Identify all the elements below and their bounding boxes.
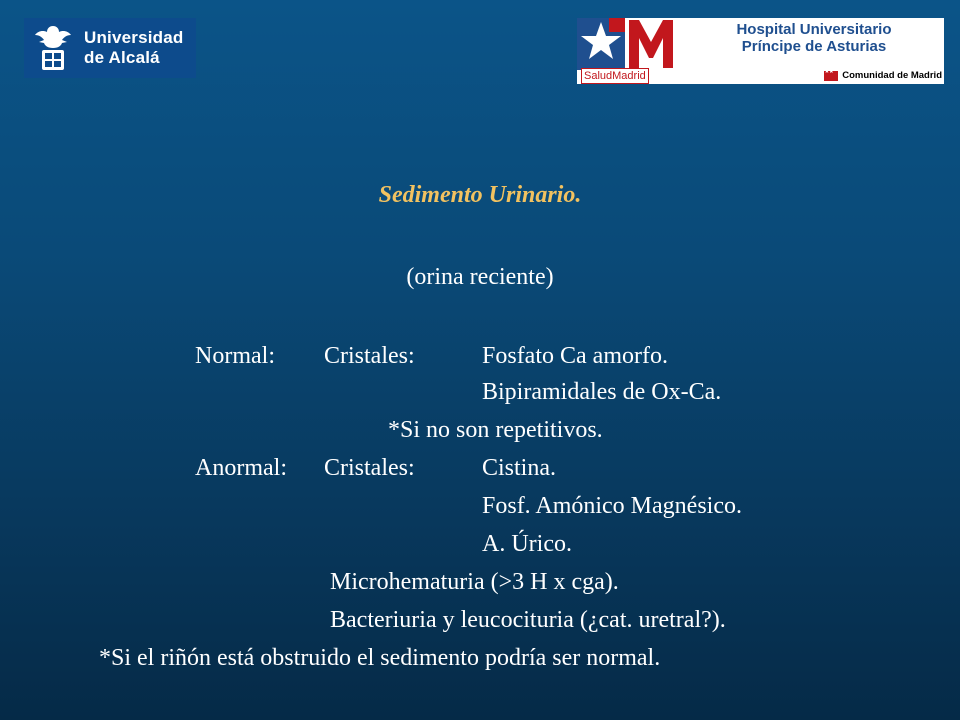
university-name-line1: Universidad [84,28,184,47]
anormal-cristales-label: Cristales: [324,455,415,481]
comunidad-text: Comunidad de Madrid [842,70,942,81]
normal-item-bipiramidales: Bipiramidales de Ox-Ca. [482,379,722,405]
normal-label: Normal: [195,343,275,369]
anormal-item-acido-urico: A. Úrico. [482,531,572,557]
hospital-name-line1: Hospital Universitario [736,21,892,38]
hospital-name-line2: Príncipe de Asturias [741,38,887,55]
normal-item-fosfato: Fosfato Ca amorfo. [482,343,668,369]
saludmadrid-label: SaludMadrid [581,68,649,84]
note-repetitivos: *Si no son repetitivos. [388,417,603,443]
note-obstruido: *Si el riñón está obstruido el sedimento podría ser normal. [99,645,661,671]
bacteriuria-line: Bacteriuria y leucocituria (¿cat. uretral?). [330,607,726,633]
university-name-line2: de Alcalá [84,48,160,67]
anormal-label: Anormal: [195,455,287,481]
anormal-item-fosf-amonico: Fosf. Amónico Magnésico. [482,493,742,519]
slide-title: Sedimento Urinario. [378,182,582,208]
slide-subtitle: (orina reciente) [406,264,554,290]
anormal-item-cistina: Cistina. [482,455,557,481]
microhematuria-line: Microhematuria (>3 H x cga). [330,569,619,595]
normal-cristales-label: Cristales: [324,343,415,369]
